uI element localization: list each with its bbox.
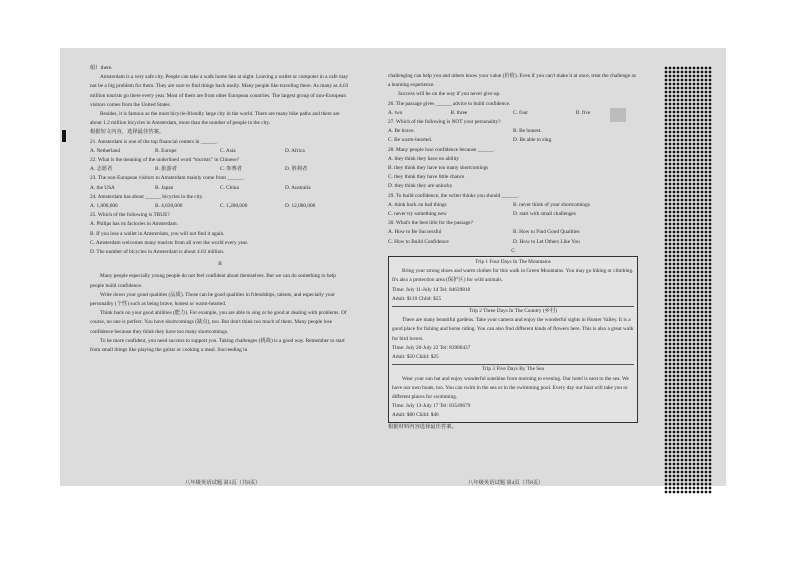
question-24-options	[90, 202, 350, 211]
right-page	[388, 72, 638, 432]
trip-title: Trip 1 Four Days In The Mountains	[475, 259, 551, 266]
option[interactable]: A. they think they have no ability	[388, 155, 460, 162]
option[interactable]: A. think back on bad things	[388, 201, 447, 208]
option[interactable]: C. How to Build Confidence	[388, 238, 449, 245]
option[interactable]: D. five	[575, 109, 591, 116]
left-page	[90, 64, 350, 355]
instruction: 根据材料内容选择最佳答案。	[388, 423, 457, 430]
question-23-options	[90, 184, 350, 193]
scan-edge-pattern	[664, 66, 712, 494]
option[interactable]: D. Africa	[285, 147, 305, 154]
question-27-options	[388, 136, 638, 145]
page-footer-left: 八年级英语试题 第3页（共8页）	[185, 480, 261, 486]
trip-title: Trip 2 Three Days In The Country (乡村)	[468, 308, 558, 315]
option[interactable]: D. Australia	[285, 184, 311, 191]
trip-price: Adult: $110 Child: $55	[392, 295, 442, 302]
question-23: 23. The non-European visitors to Amsterdam mainly come from ______.	[90, 175, 245, 182]
trip-description: Bring your strong shoes and warm clothes for this walk in Green Mountains. You may go hiking or climbing. It's also a protection area (保护区) for wild animals.	[392, 268, 634, 284]
option[interactable]: A. two	[388, 109, 403, 116]
text-line: 船）there.	[90, 65, 113, 71]
section-heading-c: C	[511, 247, 515, 254]
option[interactable]: D. 12,000,000	[285, 203, 316, 210]
question-21-options	[90, 147, 350, 156]
option[interactable]: C. they think they have little chance	[388, 174, 465, 181]
question-28: 28. Many people lose confidence because ______.	[388, 146, 495, 153]
paragraph: To be more confident, you need success to support you. Taking challenges (挑战) is a good way. Remember to start from small things like playing the guitar or cooking a meal. Succeeding in	[90, 337, 345, 354]
option[interactable]: D. start with small challenges	[513, 211, 576, 218]
option[interactable]: C. four	[513, 109, 529, 116]
paragraph: challenging can help you and others know your value (价值). Even if you can't make it at once, treat the challenge as a learning experience.	[388, 73, 636, 89]
question-29-options	[388, 201, 638, 210]
option[interactable]: B. never think of your shortcomings	[513, 201, 590, 208]
option[interactable]: B. Japan	[155, 184, 174, 191]
question-30: 30. What's the best title for the passage?	[388, 220, 473, 227]
option[interactable]: C. Asia	[220, 147, 236, 154]
option[interactable]: B. 4,630,000	[155, 203, 183, 210]
option[interactable]: A. Netherland	[90, 147, 121, 154]
option[interactable]: D. 胜利者	[285, 166, 308, 173]
question-24: 24. Amsterdam has about ______ bicycles in the city.	[90, 193, 204, 200]
option[interactable]: A. 1,000,000	[90, 203, 118, 210]
question-21: 21. Amsterdam is one of the top financial centers in ______.	[90, 138, 218, 145]
option[interactable]: C. 1,200,000	[220, 203, 248, 210]
option[interactable]: C. never try something new	[388, 211, 447, 218]
trip-time: Time: July 13-July 17 Tel: 83549679	[392, 403, 471, 410]
option[interactable]: B. If you lose a wallet in Amsterdam, you will not find it again.	[90, 230, 225, 237]
paragraph: Besides, it is famous as the most bicycle-friendly large city in the world. There are many bike paths and there are about 1.2 million bicycles in Amsterdam, more than the number of people in the city.	[90, 111, 340, 127]
question-29-options	[388, 210, 638, 219]
question-26-options	[388, 109, 638, 118]
option[interactable]: A. 志愿者	[90, 166, 113, 173]
option[interactable]: D. How to Let Others Like You	[513, 238, 580, 245]
question-27-options	[388, 127, 638, 136]
question-30-options	[388, 238, 638, 247]
option[interactable]: A. Philips has its factories in Amsterdam.	[90, 221, 178, 228]
option[interactable]: B. Be honest.	[513, 128, 542, 135]
option[interactable]: C. China	[220, 184, 239, 191]
paragraph: Think back on your good abilities (能力). For example, you are able to sing or be good at dealing with problems. Of course, no one is perfect. You have shortcomings (缺点), too. But don't think too much of them. Many people lose confidence because they think they have too many shortcomings.	[90, 310, 347, 335]
trip-price: Adult: $50 Child: $25	[392, 354, 439, 361]
option[interactable]: C. Be warm-hearted.	[388, 137, 433, 144]
trip-price: Adult: $80 Child: $40	[392, 412, 439, 419]
option[interactable]: B. How to Find Good Qualities	[513, 229, 580, 236]
page-footer-right: 八年级英语试题 第4页（共8页）	[468, 480, 544, 486]
trip-description: There are many beautiful gardens. Take your camera and enjoy the wonderful sights in Hunter Valley. It is a good place for fishing and horse riding. You can also find different kinds of flowers here. This is also a great walk for bird lovers.	[392, 317, 634, 342]
question-30-options	[388, 228, 638, 237]
option[interactable]: B. Europe	[155, 147, 177, 154]
option[interactable]: B. three	[450, 109, 468, 116]
trip-description: Wear your sun hat and enjoy wonderful sunshine from morning to evening. Our hotel is next to the sea. We have our own boats, too. You can swim in the sea or in the swimming pool. Every day our boat will take you to different places for swimming.	[392, 375, 629, 400]
question-26: 26. The passage gives ______ advice to build confidence.	[388, 100, 511, 107]
option[interactable]: A. Be brave.	[388, 128, 415, 135]
option[interactable]: C. Amsterdam welcomes many tourists from all over the world every year.	[90, 239, 249, 246]
section-heading-b: B	[218, 261, 222, 268]
paragraph: Amsterdam is a very safe city. People can take a walk home late at night. Leaving a wallet or computer in a cafe may not be a big problem for them. They are sure to find things back easily. Many people like traveling there. As many as 4.63 million tourists go there every year. Most of them are from other European countries. The largest group of non-European visitors comes from the United States.	[90, 74, 349, 108]
option[interactable]: A. How to Be Successful	[388, 229, 442, 236]
option[interactable]: D. The number of bicycles in Amsterdam is about 4.63 million.	[90, 249, 225, 256]
option[interactable]: D. Be able to sing.	[513, 137, 553, 144]
trip-title: Trip 3 Five Days By The Sea	[482, 366, 544, 373]
paragraph: Success will be on the way if you never give up.	[398, 91, 501, 98]
option[interactable]: C. 参赛者	[220, 166, 243, 173]
option[interactable]: B. they think they have too many shortcomings	[388, 165, 489, 172]
binding-mark	[62, 130, 66, 142]
option[interactable]: A. the USA	[90, 184, 115, 191]
instruction: 根据短文内容，选择最佳答案。	[90, 129, 165, 136]
trip-time: Time: July 11-July 14 Tel: 84639818	[392, 286, 471, 293]
question-22-options	[90, 165, 350, 174]
trip-time: Time: July 20-July 22 Tel: 83986437	[392, 344, 471, 351]
question-27: 27. Which of the following is NOT your personality?	[388, 119, 501, 126]
option[interactable]: B. 旅游者	[155, 166, 178, 173]
paragraph: Write down your good qualities (品质). Those can be good qualities in friendships, talents, and especially your personality (个性) such as being brave, honest or warm-hearted.	[90, 291, 335, 308]
question-25: 25. Which of the following is TRUE?	[90, 212, 170, 219]
trip-box	[388, 256, 638, 422]
option[interactable]: D. they think they are unlucky	[388, 183, 453, 190]
question-29: 29. To build confidence, the writer thinks you should ______.	[388, 192, 519, 199]
question-22: 22. What is the meaning of the underlined word “tourists” in Chinese?	[90, 157, 240, 164]
paragraph: Many people especially young people do not feel confident about themselves. But we can do something to help people build confidence.	[90, 273, 336, 289]
